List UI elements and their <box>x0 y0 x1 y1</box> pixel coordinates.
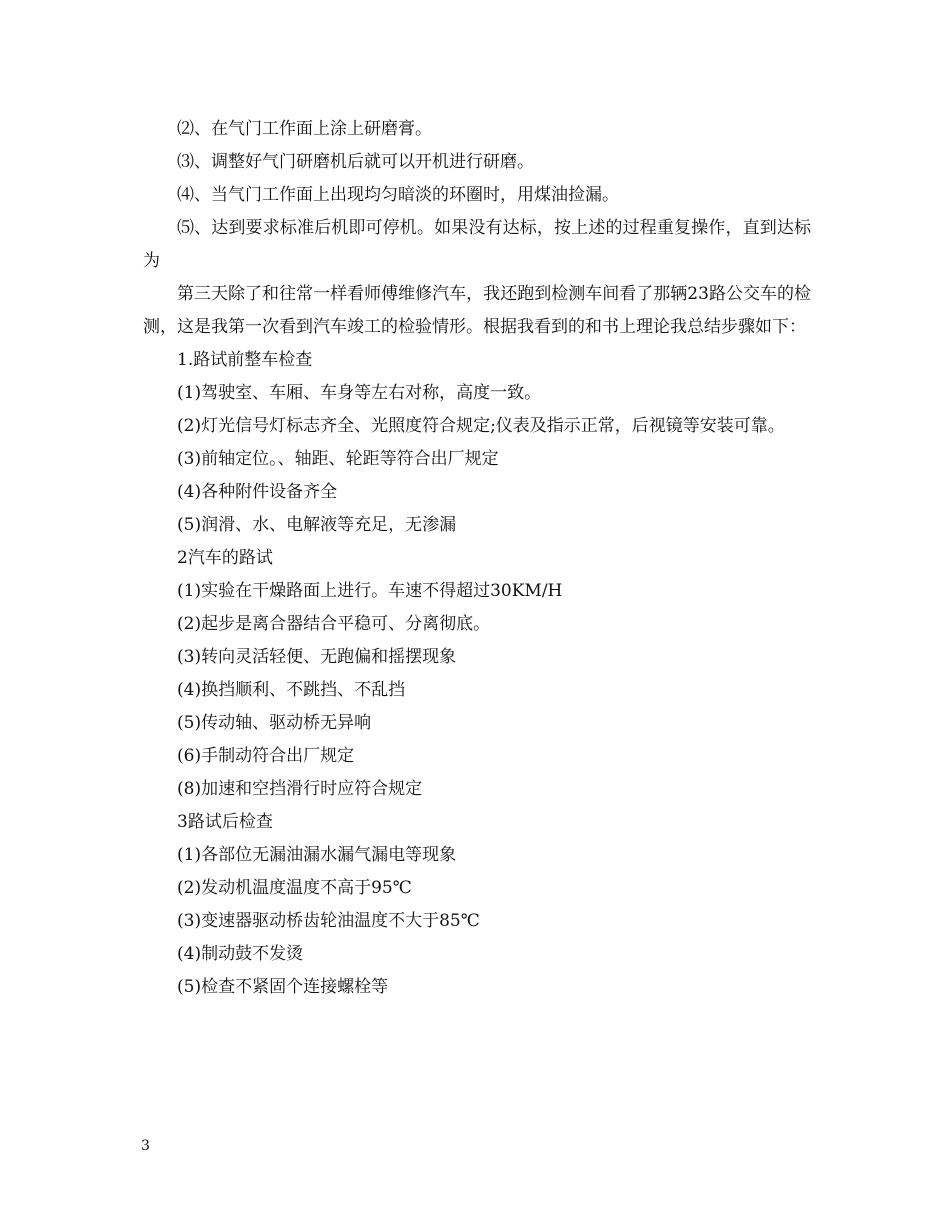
list-item: (1)驾驶室、车厢、车身等左右对称，高度一致。 <box>177 383 542 403</box>
list-item: (3)变速器驱动桥齿轮油温度不大于85℃ <box>177 911 480 931</box>
list-item: (5)检查不紧固个连接螺栓等 <box>177 977 389 997</box>
step-paragraph: ⑸、达到要求标准后机即可停机。如果没有达标，按上述的过程重复操作，直到达标为 <box>143 218 811 271</box>
body-paragraph: 第三天除了和往常一样看师傅维修汽车，我还跑到检测车间看了那辆23路公交车的检测，这是我第一次看到汽车竣工的检验情形。根据我看到的和书上理论我总结步骤如下： <box>143 284 811 337</box>
step-paragraph: ⑵、在气门工作面上涂上研磨膏。 <box>177 119 432 139</box>
list-item: (1)各部位无漏油漏水漏气漏电等现象 <box>177 845 457 865</box>
step-paragraph: ⑷、当气门工作面上出现均匀暗淡的环圈时，用煤油捡漏。 <box>177 185 619 205</box>
list-item: (6)手制动符合出厂规定 <box>177 746 355 766</box>
list-item: (5)润滑、水、电解液等充足，无渗漏 <box>177 515 457 535</box>
list-item: (8)加速和空挡滑行时应符合规定 <box>177 779 423 799</box>
section-heading: 2汽车的路试 <box>177 548 273 568</box>
list-item: (2)起步是离合器结合平稳可、分离彻底。 <box>177 614 491 634</box>
section-heading: 3路试后检查 <box>177 812 273 832</box>
page-number: 3 <box>141 1138 150 1154</box>
list-item: (5)传动轴、驱动桥无异响 <box>177 713 372 733</box>
list-item: (4)各种附件设备齐全 <box>177 482 338 502</box>
list-item: (3)前轴定位。、轴距、轮距等符合出厂规定 <box>177 449 499 469</box>
document-body <box>143 113 811 1004</box>
step-paragraph: ⑶、调整好气门研磨机后就可以开机进行研磨。 <box>177 152 534 172</box>
list-item: (1)实验在干燥路面上进行。车速不得超过30KM/H <box>177 581 563 601</box>
list-item: (4)制动鼓不发烫 <box>177 944 304 964</box>
list-item: (3)转向灵活轻便、无跑偏和摇摆现象 <box>177 647 457 667</box>
section-heading: 1.路试前整车检查 <box>177 350 313 370</box>
list-item: (4)换挡顺利、不跳挡、不乱挡 <box>177 680 406 700</box>
list-item: (2)灯光信号灯标志齐全、光照度符合规定;仪表及指示正常，后视镜等安装可靠。 <box>177 416 785 436</box>
list-item: (2)发动机温度温度不高于95℃ <box>177 878 412 898</box>
